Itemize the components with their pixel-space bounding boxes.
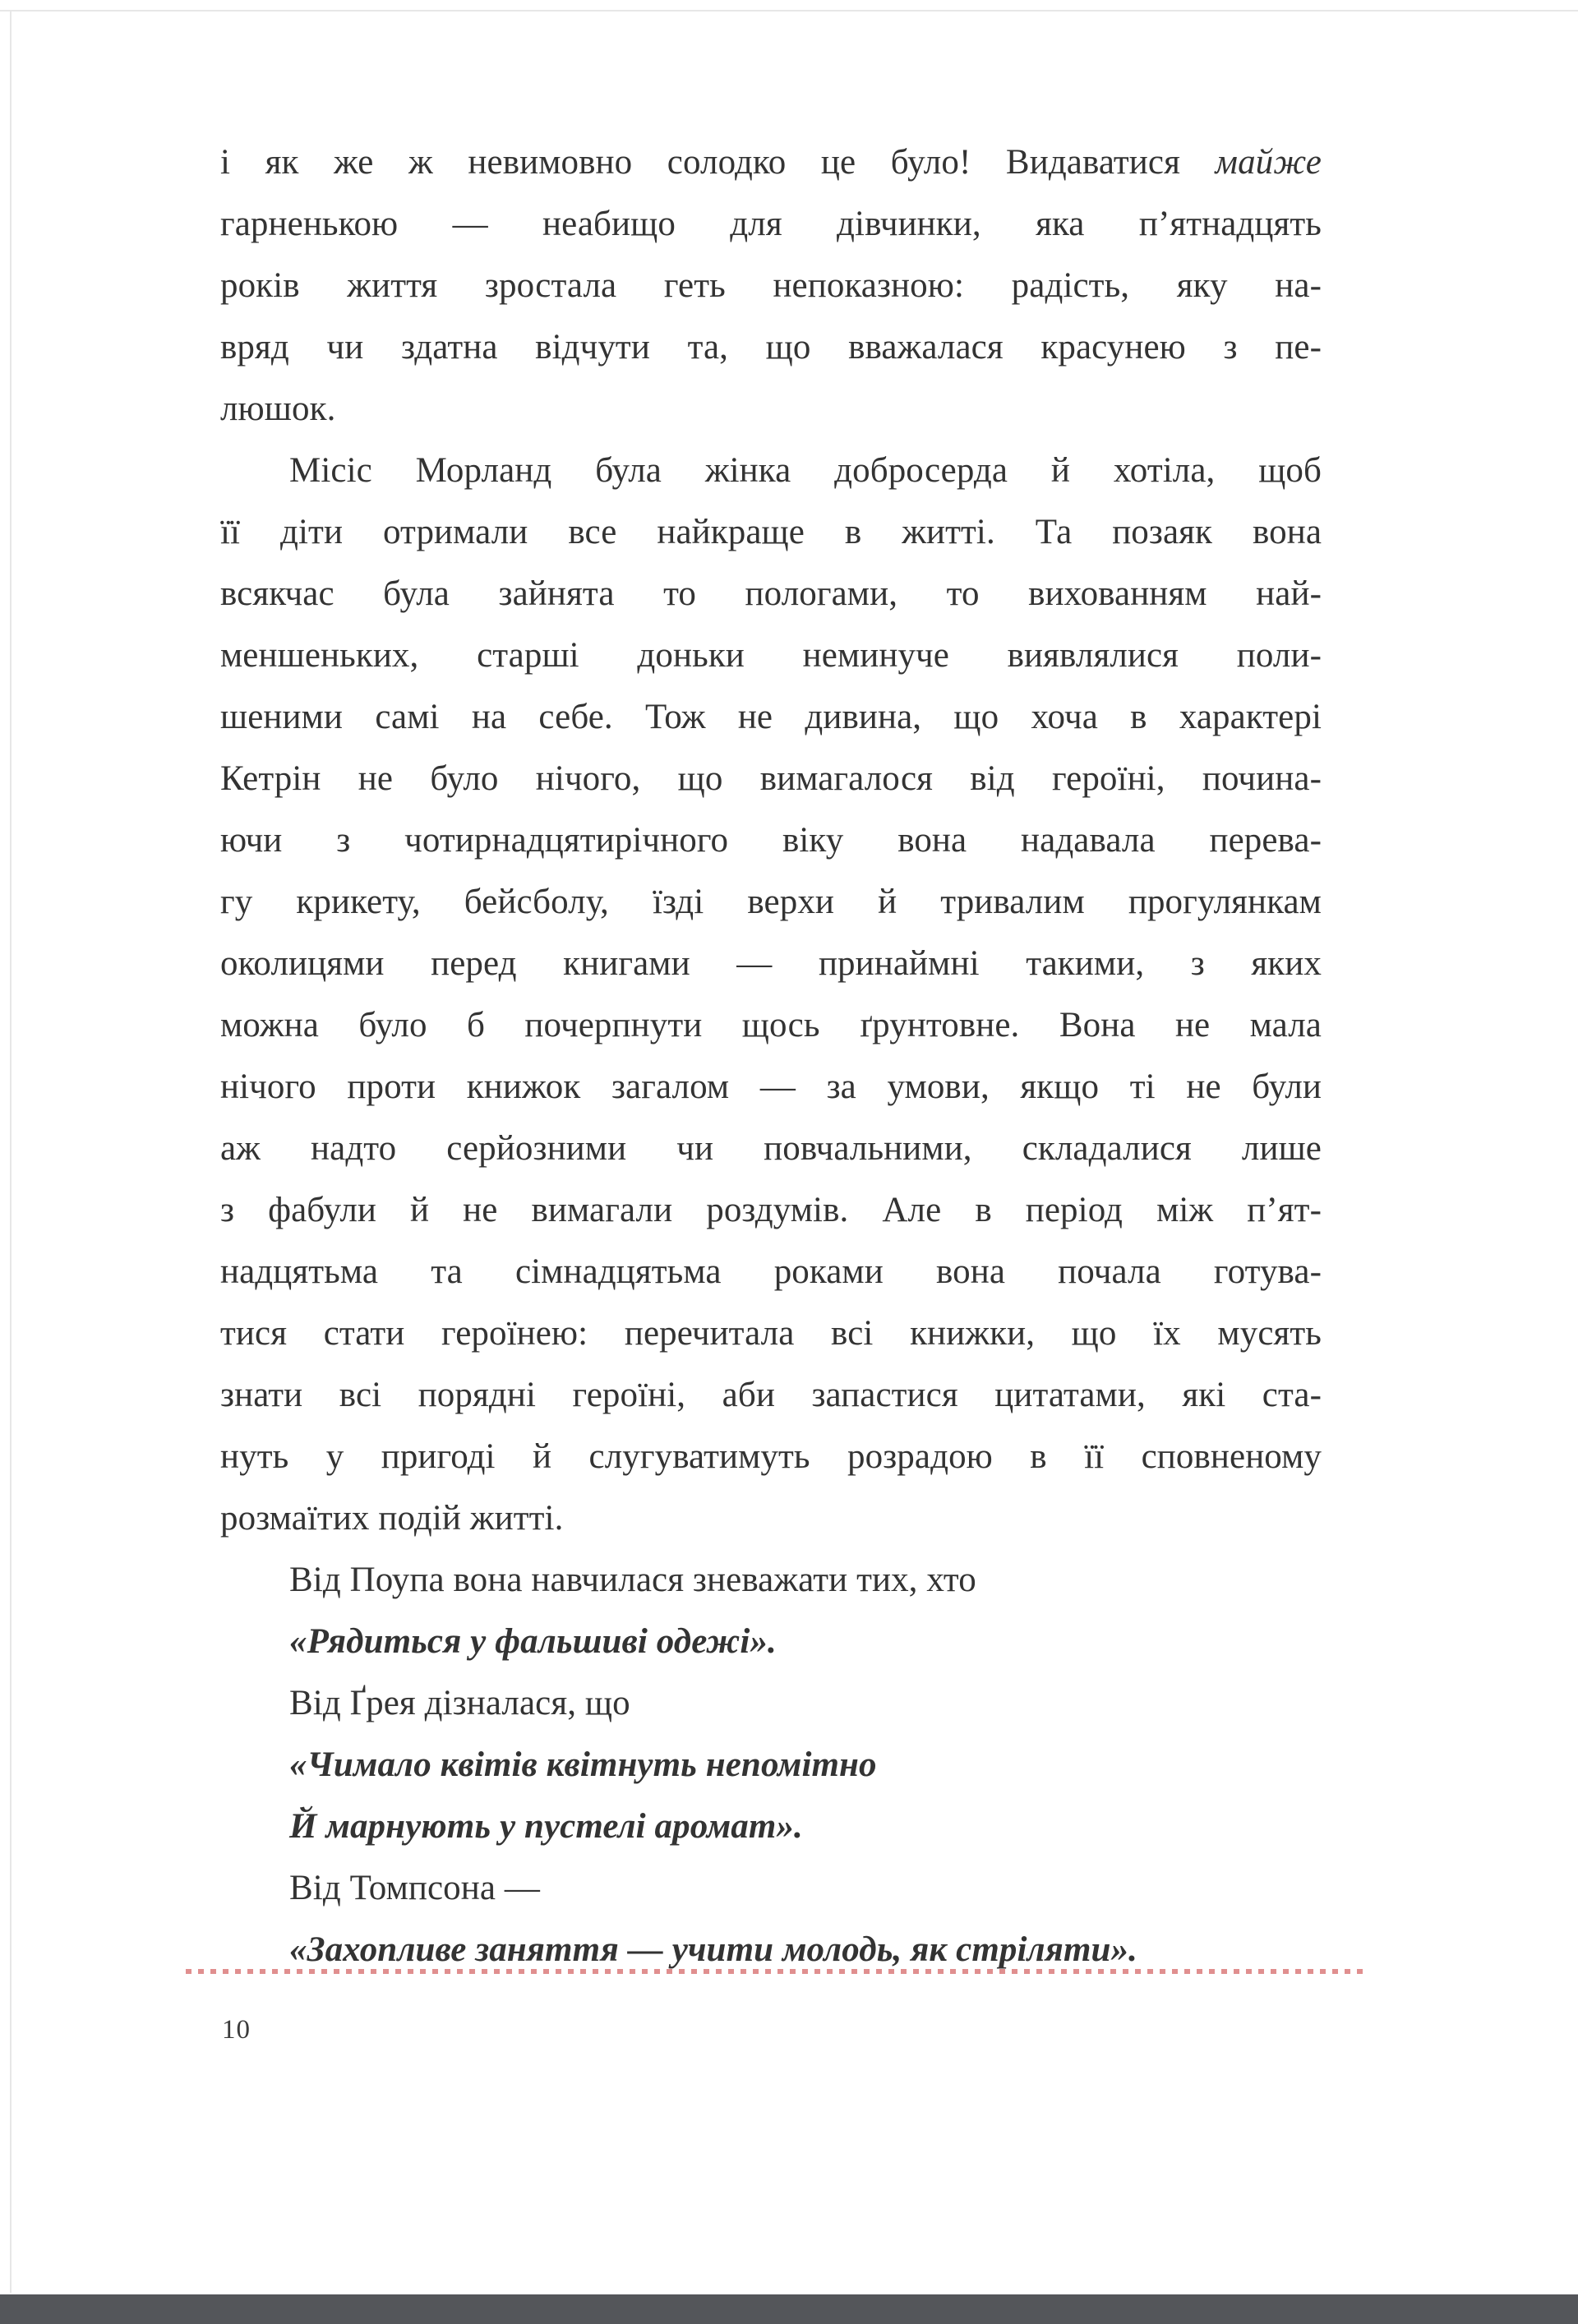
text-line xyxy=(220,1611,1322,1672)
page-edge-top xyxy=(0,10,1578,12)
text-line xyxy=(220,255,1322,316)
body-text: гарненькою — неабищо для дівчинки, яка п’ятнадцять xyxy=(220,205,1322,243)
text-line xyxy=(220,1796,1322,1857)
text-line xyxy=(220,1241,1322,1303)
text-line xyxy=(220,1672,1322,1734)
body-text: вряд чи здатна відчути та, що вважалася красунею з пе- xyxy=(220,328,1322,367)
text-line xyxy=(220,933,1322,994)
body-text: меншеньких, старші доньки неминуче виявлялися поли- xyxy=(220,636,1322,675)
body-text: Від Ґрея дізналася, що xyxy=(289,1684,630,1722)
body-text: тися стати героїнею: перечитала всі книжки, що їх мусять xyxy=(220,1314,1322,1353)
body-text: аж надто серйозними чи повчальними, складалися лише xyxy=(220,1129,1322,1168)
text-line xyxy=(220,1426,1322,1487)
text-line xyxy=(220,1734,1322,1796)
text-line xyxy=(220,316,1322,378)
body-text: люшок. xyxy=(220,390,336,428)
text-line xyxy=(220,1179,1322,1241)
text-line xyxy=(220,748,1322,809)
text-block xyxy=(220,131,1322,1980)
text-line xyxy=(220,1303,1322,1364)
body-text: Кетрін не було нічого, що вимагалося від героїні, почина- xyxy=(220,759,1322,798)
body-text: нічого проти книжок загалом — за умови, якщо ті не були xyxy=(220,1067,1322,1106)
body-text: шеними самі на себе. Тож не дивина, що хоча в характері xyxy=(220,698,1322,736)
text-line xyxy=(220,1549,1322,1611)
body-text: всякчас була зайнята то пологами, то вихованням най- xyxy=(220,574,1322,613)
text-line xyxy=(220,1857,1322,1919)
body-text: Місіс Морланд була жінка добросерда й хотіла, щоб xyxy=(289,451,1322,490)
text-line xyxy=(220,809,1322,871)
body-text: гу крикету, бейсболу, їзді верхи й тривалим прогулянкам xyxy=(220,883,1322,921)
body-text: років життя зростала геть непоказною: радість, яку на- xyxy=(220,266,1322,305)
text-line xyxy=(220,378,1322,440)
body-text: і як же ж невимовно солодко це було! Видаватися xyxy=(220,143,1216,182)
crop-divider-dotted-line xyxy=(186,1969,1366,1974)
body-text: з фабули й не вимагали роздумів. Але в період між п’ят- xyxy=(220,1191,1322,1229)
body-text: надцятьма та сімнадцятьма роками вона почала готува- xyxy=(220,1252,1322,1291)
text-line xyxy=(220,193,1322,255)
body-text: нуть у пригоді й слугуватимуть розрадою в її сповненому xyxy=(220,1437,1322,1476)
text-line xyxy=(220,994,1322,1056)
body-text: майже xyxy=(1215,143,1322,182)
body-text: можна було б почерпнути щось ґрунтовне. Вона не мала xyxy=(220,1006,1322,1044)
body-text: Від Томпсона — xyxy=(289,1869,541,1907)
text-line xyxy=(220,131,1322,193)
body-text: Від Поупа вона навчилася зневажати тих, хто xyxy=(289,1561,976,1599)
text-line xyxy=(220,440,1322,501)
quote-text: «Рядиться у фальшиві одежі». xyxy=(289,1622,777,1661)
page-number: 10 xyxy=(222,2015,251,2045)
body-text: знати всі порядні героїні, аби запастися цитатами, які ста- xyxy=(220,1376,1322,1414)
body-text: її діти отримали все найкраще в житті. Та позаяк вона xyxy=(220,513,1322,551)
quote-text: «Захопливе заняття — учити молодь, як стріляти». xyxy=(289,1930,1137,1969)
page-edge-left xyxy=(10,10,12,2293)
text-line xyxy=(220,1118,1322,1179)
quote-text: Й марнують у пустелі аромат». xyxy=(289,1807,803,1846)
text-line xyxy=(220,1364,1322,1426)
text-line xyxy=(220,871,1322,933)
bottom-bar xyxy=(0,2294,1578,2324)
body-text: розмаїтих подій житті. xyxy=(220,1499,564,1538)
text-line xyxy=(220,686,1322,748)
text-line xyxy=(220,625,1322,686)
text-line xyxy=(220,1487,1322,1549)
body-text: околицями перед книгами — принаймні такими, з яких xyxy=(220,944,1322,983)
body-text: ючи з чотирнадцятирічного віку вона надавала перева- xyxy=(220,821,1322,860)
text-line xyxy=(220,1056,1322,1118)
text-line xyxy=(220,501,1322,563)
quote-text: «Чимало квітів квітнуть непомітно xyxy=(289,1745,877,1784)
text-line xyxy=(220,563,1322,625)
